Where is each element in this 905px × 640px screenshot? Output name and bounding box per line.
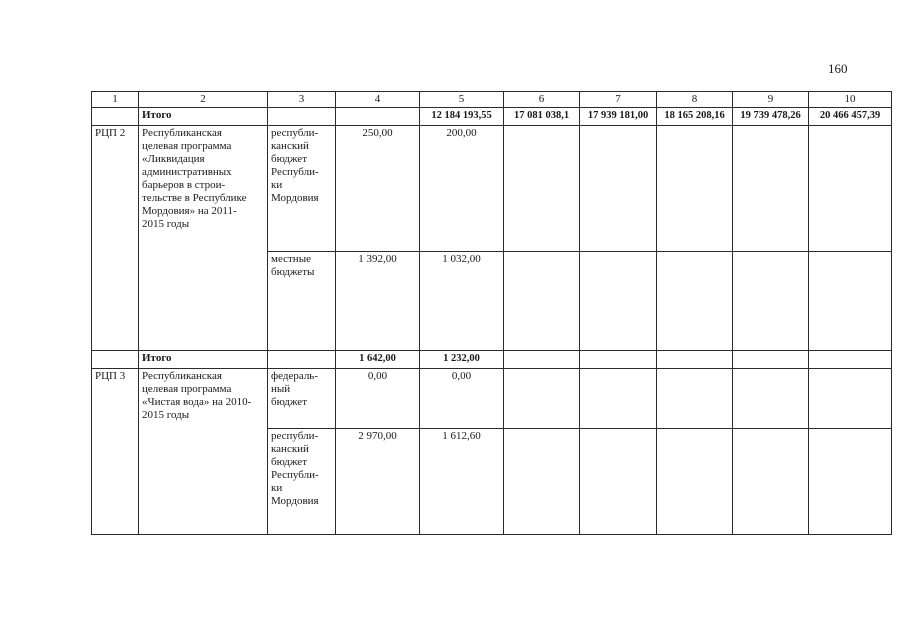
empty-cell	[809, 126, 892, 252]
total-value: 17 939 181,00	[580, 108, 657, 126]
empty-cell	[733, 369, 809, 429]
empty-cell	[268, 108, 336, 126]
header-cell: 6	[504, 92, 580, 108]
total-value: 1 642,00	[336, 351, 420, 369]
total-value: 18 165 208,16	[657, 108, 733, 126]
total-value: 19 739 478,26	[733, 108, 809, 126]
header-cell: 10	[809, 92, 892, 108]
empty-cell	[733, 252, 809, 351]
empty-cell	[92, 108, 139, 126]
empty-cell	[580, 369, 657, 429]
header-cell: 4	[336, 92, 420, 108]
value-cell: 1 032,00	[420, 252, 504, 351]
empty-cell	[733, 429, 809, 535]
value-cell: 0,00	[420, 369, 504, 429]
empty-cell	[504, 126, 580, 252]
header-cell: 9	[733, 92, 809, 108]
empty-cell	[580, 252, 657, 351]
value-cell: 2 970,00	[336, 429, 420, 535]
empty-cell	[657, 429, 733, 535]
empty-cell	[580, 429, 657, 535]
header-cell: 5	[420, 92, 504, 108]
empty-cell	[504, 252, 580, 351]
total-value: 1 232,00	[420, 351, 504, 369]
header-row	[92, 92, 892, 108]
program-name: Республиканская целевая программа «Ликвидация административных барьеров в строи- тельстве в Республике Мордовия» на 2011- 2015 годы	[139, 126, 268, 351]
value-cell: 1 612,60	[420, 429, 504, 535]
table-row	[92, 369, 892, 429]
budget-table	[91, 91, 892, 535]
value-cell: 200,00	[420, 126, 504, 252]
empty-cell	[268, 351, 336, 369]
header-cell: 7	[580, 92, 657, 108]
header-cell: 8	[657, 92, 733, 108]
program-code: РЦП 2	[92, 126, 139, 351]
empty-cell	[733, 351, 809, 369]
value-cell: 1 392,00	[336, 252, 420, 351]
funding-source: местные бюджеты	[268, 252, 336, 351]
empty-cell	[809, 351, 892, 369]
total-row	[92, 108, 892, 126]
empty-cell	[336, 108, 420, 126]
total-row	[92, 351, 892, 369]
funding-source: республи- канский бюджет Республи- ки Мордовия	[268, 429, 336, 535]
value-cell: 250,00	[336, 126, 420, 252]
empty-cell	[580, 126, 657, 252]
empty-cell	[504, 369, 580, 429]
empty-cell	[809, 369, 892, 429]
empty-cell	[657, 369, 733, 429]
total-label: Итого	[139, 351, 268, 369]
empty-cell	[504, 429, 580, 535]
empty-cell	[504, 351, 580, 369]
empty-cell	[657, 252, 733, 351]
total-value: 12 184 193,55	[420, 108, 504, 126]
program-code: РЦП 3	[92, 369, 139, 535]
empty-cell	[809, 252, 892, 351]
total-value: 20 466 457,39	[809, 108, 892, 126]
value-cell: 0,00	[336, 369, 420, 429]
header-cell: 3	[268, 92, 336, 108]
empty-cell	[580, 351, 657, 369]
empty-cell	[809, 429, 892, 535]
table-row	[92, 126, 892, 252]
total-label: Итого	[139, 108, 268, 126]
empty-cell	[657, 351, 733, 369]
empty-cell	[92, 351, 139, 369]
empty-cell	[733, 126, 809, 252]
funding-source: республи- канский бюджет Республи- ки Мордовия	[268, 126, 336, 252]
funding-source: федераль- ный бюджет	[268, 369, 336, 429]
header-cell: 1	[92, 92, 139, 108]
page-number: 160	[828, 61, 848, 76]
program-name: Республиканская целевая программа «Чистая вода» на 2010- 2015 годы	[139, 369, 268, 535]
total-value: 17 081 038,1	[504, 108, 580, 126]
empty-cell	[657, 126, 733, 252]
header-cell: 2	[139, 92, 268, 108]
